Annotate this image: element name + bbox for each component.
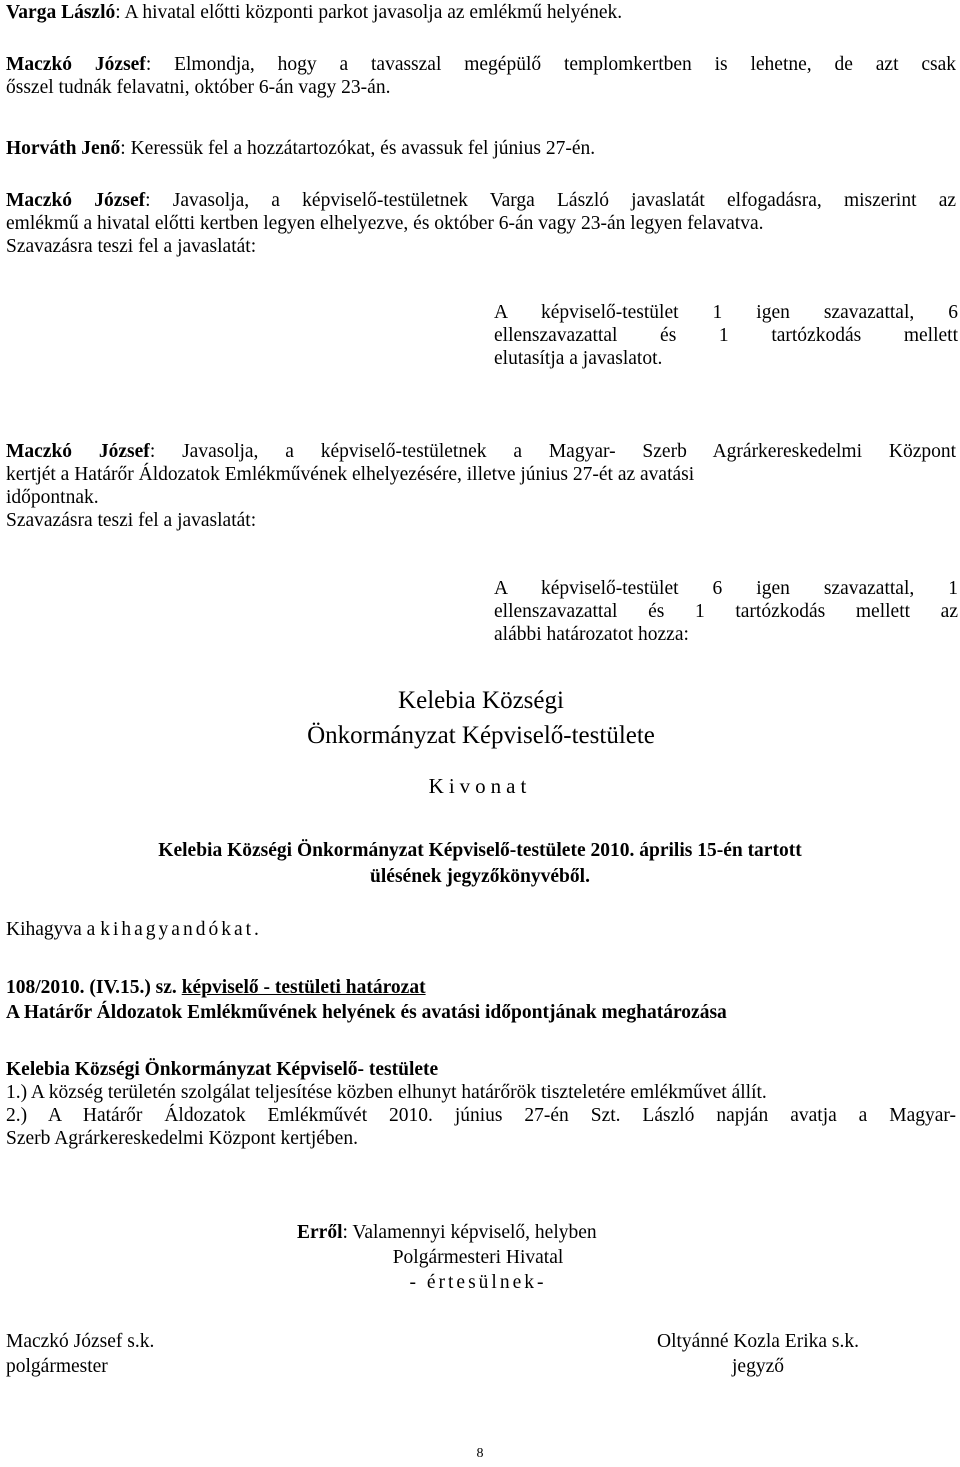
signature-title: polgármester <box>6 1356 108 1377</box>
resolution-title: A Határőr Áldozatok Emlékművének helyének és avatási időpontjának meghatározása <box>6 1002 727 1023</box>
resolution-type: képviselő - testületi határozat <box>181 977 426 998</box>
vote-result-line: ellenszavazattal és 1 tartózkodás mellett az <box>494 601 958 622</box>
speaker-name: Maczkó József <box>6 190 146 211</box>
speaker-name: Maczkó József <box>6 441 150 462</box>
speaker-name: Horváth Jenő <box>6 138 121 159</box>
paragraph-text: : Keressük fel a hozzátartozókat, és avassuk fel június 27-én. <box>120 138 596 159</box>
vote-result-line: A képviselő-testület 6 igen szavazattal, 1 <box>494 578 958 599</box>
paragraph-text: emlékmű a hivatal előtti kertben legyen elhelyezve, és október 6-án vagy 23-án legyen felavatva. <box>6 213 764 234</box>
paragraph-maczko-3 <box>6 440 956 532</box>
kivonat-text: Kivonat <box>428 774 532 798</box>
distribution-label: Erről <box>297 1222 343 1243</box>
omission-note <box>6 918 262 941</box>
paragraph-text: : Javasolja, a képviselő-testületnek Varga László javaslatát elfogadásra, miszerint az <box>145 190 957 211</box>
distribution-recipient-2 <box>0 1246 958 1269</box>
page-number-text: 8 <box>476 1446 484 1461</box>
paragraph-maczko-1 <box>6 53 956 99</box>
distribution-recipient: : Valamennyi képviselő, helyben <box>342 1222 597 1243</box>
paragraph-horvath <box>6 137 956 160</box>
vote-result-line: alábbi határozatot hozza: <box>494 624 689 645</box>
vote-call: Szavazásra teszi fel a javaslatát: <box>6 510 257 531</box>
signature-name: Maczkó József s.k. <box>6 1331 155 1352</box>
signature-name: Oltyánné Kozla Erika s.k. <box>657 1331 859 1352</box>
paragraph-varga <box>6 1 956 24</box>
subheading-line: Kelebia Községi Önkormányzat Képviselő-testülete 2010. április 15-én tartott <box>158 840 802 861</box>
paragraph-text: : A hivatal előtti központi parkot javasolja az emlékmű helyének. <box>115 2 623 23</box>
distribution-recipient: Polgármesteri Hivatal <box>392 1247 564 1268</box>
speaker-name: Maczkó József <box>6 54 146 75</box>
distribution-note <box>0 1271 958 1294</box>
resolution-item-2: 2.) A Határőr Áldozatok Emlékművét 2010. június 27-én Szt. László napján avatja a Magyar- <box>6 1105 956 1126</box>
resolution-header <box>6 975 956 1025</box>
resolution-body <box>6 1058 956 1150</box>
vote-result-line: ellenszavazattal és 1 tartózkodás mellett <box>494 325 958 346</box>
minutes-subheading <box>0 838 960 890</box>
signature-left <box>6 1329 154 1379</box>
paragraph-text: időpontnak. <box>6 487 99 508</box>
vote-result-line: A képviselő-testület 1 igen szavazattal, 6 <box>494 302 958 323</box>
vote-result-1 <box>494 301 958 370</box>
paragraph-text: : Javasolja, a képviselő-testületnek a Magyar- Szerb Agrárkereskedelmi Központ <box>149 441 957 462</box>
heading-line: Kelebia Községi <box>398 687 564 714</box>
paragraph-text: ősszel tudnák felavatni, október 6-án vagy 23-án. <box>6 77 391 98</box>
signature-right <box>634 1329 882 1379</box>
paragraph-maczko-2 <box>6 189 956 258</box>
page-number <box>0 1446 960 1462</box>
resolution-number: 108/2010. (IV.15.) sz. <box>6 977 182 998</box>
distribution-list <box>297 1221 677 1244</box>
kivonat-title <box>0 775 960 798</box>
paragraph-text: : Elmondja, hogy a tavasszal megépülő templomkertben is lehetne, de azt csak <box>145 54 957 75</box>
omission-spaced: kihagyandókat. <box>100 919 262 940</box>
vote-result-2 <box>494 577 958 646</box>
signature-title: jegyző <box>732 1356 784 1377</box>
subheading-line: ülésének jegyzőkönyvéből. <box>370 866 590 887</box>
resolution-item-1: 1.) A község területén szolgálat teljesítése közben elhunyt határőrök tiszteletére emlékművet állít. <box>6 1082 767 1103</box>
heading-line: Önkormányzat Képviselő-testülete <box>307 722 655 749</box>
resolution-body-heading: Kelebia Községi Önkormányzat Képviselő- testülete <box>6 1059 439 1080</box>
document-heading <box>0 683 960 753</box>
vote-call: Szavazásra teszi fel a javaslatát: <box>6 236 257 257</box>
vote-result-line: elutasítja a javaslatot. <box>494 348 663 369</box>
resolution-item-2-cont: Szerb Agrárkereskedelmi Központ kertjében. <box>6 1128 358 1149</box>
distribution-note-text: - értesülnek- <box>409 1272 547 1293</box>
omission-prefix: Kihagyva a <box>6 919 101 940</box>
paragraph-text: kertjét a Határőr Áldozatok Emlékművének elhelyezésére, illetve június 27-ét az avatási <box>6 464 695 485</box>
speaker-name: Varga László <box>6 2 116 23</box>
